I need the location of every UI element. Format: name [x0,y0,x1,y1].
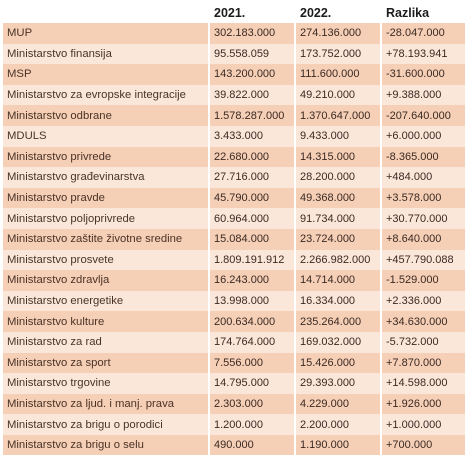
row-value-2021: 95.558.059 [209,44,295,65]
row-value-2021: 13.998.000 [209,291,295,312]
table-row [3,229,465,250]
row-name: Ministarstvo za rad [3,332,209,353]
row-value-2022: 1.190.000 [295,435,381,456]
row-value-2022: 169.032.000 [295,332,381,353]
row-value-razlika: +9.388.000 [381,85,465,106]
row-value-2022: 14.714.000 [295,270,381,291]
row-value-2021: 200.634.000 [209,311,295,332]
row-value-2022: 14.315.000 [295,147,381,168]
row-name: Ministarstvo prosvete [3,250,209,271]
table-row [3,353,465,374]
row-name: Ministarstvo kulture [3,311,209,332]
table-row [3,394,465,415]
row-name: Ministarstvo za ljud. i manj. prava [3,394,209,415]
row-value-2021: 15.084.000 [209,229,295,250]
row-value-razlika: -207.640.000 [381,105,465,126]
row-value-2022: 28.200.000 [295,167,381,188]
row-value-razlika: +1.000.000 [381,414,465,435]
header-name [3,3,209,23]
row-value-2021: 27.716.000 [209,167,295,188]
header-2022: 2022. [295,3,381,23]
row-value-razlika: +8.640.000 [381,229,465,250]
row-value-2021: 174.764.000 [209,332,295,353]
table-row [3,105,465,126]
table-row [3,332,465,353]
row-value-razlika: +14.598.000 [381,373,465,394]
row-value-razlika: +7.870.000 [381,353,465,374]
row-value-2021: 14.795.000 [209,373,295,394]
row-name: Ministarstvo zdravlja [3,270,209,291]
row-value-razlika: +3.578.000 [381,188,465,209]
row-value-2022: 91.734.000 [295,208,381,229]
row-name: Ministarstvo građevinarstva [3,167,209,188]
row-value-2021: 490.000 [209,435,295,456]
row-value-2022: 15.426.000 [295,353,381,374]
table-row [3,208,465,229]
row-value-2022: 4.229.000 [295,394,381,415]
table-row [3,147,465,168]
row-value-2022: 235.264.000 [295,311,381,332]
row-name: Ministarstvo odbrane [3,105,209,126]
row-value-2022: 49.210.000 [295,85,381,106]
row-value-2021: 45.790.000 [209,188,295,209]
row-name: Ministarstvo poljoprivrede [3,208,209,229]
row-value-razlika: -5.732.000 [381,332,465,353]
row-name: Ministarstvo za brigu o porodici [3,414,209,435]
row-value-2022: 16.334.000 [295,291,381,312]
table-row [3,373,465,394]
row-value-razlika: +1.926.000 [381,394,465,415]
table-row [3,250,465,271]
budget-table [3,3,465,455]
row-value-2021: 1.578.287.000 [209,105,295,126]
row-value-razlika: +30.770.000 [381,208,465,229]
row-name: Ministarstvo energetike [3,291,209,312]
row-value-2022: 23.724.000 [295,229,381,250]
row-value-razlika: -31.600.000 [381,64,465,85]
row-value-2022: 173.752.000 [295,44,381,65]
row-name: Ministarstvo za brigu o selu [3,435,209,456]
row-value-2022: 111.600.000 [295,64,381,85]
row-value-2021: 39.822.000 [209,85,295,106]
row-value-2022: 49.368.000 [295,188,381,209]
row-value-2021: 302.183.000 [209,23,295,44]
row-value-2021: 2.303.000 [209,394,295,415]
row-name: MDULS [3,126,209,147]
row-value-2022: 274.136.000 [295,23,381,44]
table-row [3,414,465,435]
table-row [3,64,465,85]
row-value-2021: 22.680.000 [209,147,295,168]
table-row [3,270,465,291]
table-header-row [3,3,465,23]
row-value-2022: 2.200.000 [295,414,381,435]
row-value-razlika: +78.193.941 [381,44,465,65]
row-value-2022: 29.393.000 [295,373,381,394]
row-name: Ministarstvo privrede [3,147,209,168]
row-value-2022: 9.433.000 [295,126,381,147]
row-value-2022: 1.370.647.000 [295,105,381,126]
row-value-2021: 3.433.000 [209,126,295,147]
row-value-2021: 7.556.000 [209,353,295,374]
row-value-razlika: +484.000 [381,167,465,188]
row-name: Ministarstvo trgovine [3,373,209,394]
row-value-razlika: -28.047.000 [381,23,465,44]
row-name: MUP [3,23,209,44]
row-value-2021: 1.200.000 [209,414,295,435]
row-value-razlika: -8.365.000 [381,147,465,168]
table-row [3,435,465,456]
row-name: Ministarstvo za evropske integracije [3,85,209,106]
row-value-2021: 143.200.000 [209,64,295,85]
row-name: Ministarstvo za sport [3,353,209,374]
header-razlika: Razlika [381,3,465,23]
table-row [3,126,465,147]
row-name: MSP [3,64,209,85]
table-row [3,85,465,106]
row-value-razlika: +700.000 [381,435,465,456]
row-value-2021: 16.243.000 [209,270,295,291]
row-value-razlika: +34.630.000 [381,311,465,332]
row-value-2021: 1.809.191.912 [209,250,295,271]
table-row [3,291,465,312]
table-row [3,311,465,332]
table-row [3,44,465,65]
table-row [3,23,465,44]
row-value-2022: 2.266.982.000 [295,250,381,271]
row-value-razlika: +2.336.000 [381,291,465,312]
row-value-razlika: +457.790.088 [381,250,465,271]
row-name: Ministarstvo pravde [3,188,209,209]
table-row [3,167,465,188]
table-row [3,188,465,209]
row-value-razlika: +6.000.000 [381,126,465,147]
header-2021: 2021. [209,3,295,23]
row-name: Ministarstvo zaštite životne sredine [3,229,209,250]
row-value-razlika: -1.529.000 [381,270,465,291]
row-name: Ministarstvo finansija [3,44,209,65]
table-body [3,23,465,455]
row-value-2021: 60.964.000 [209,208,295,229]
